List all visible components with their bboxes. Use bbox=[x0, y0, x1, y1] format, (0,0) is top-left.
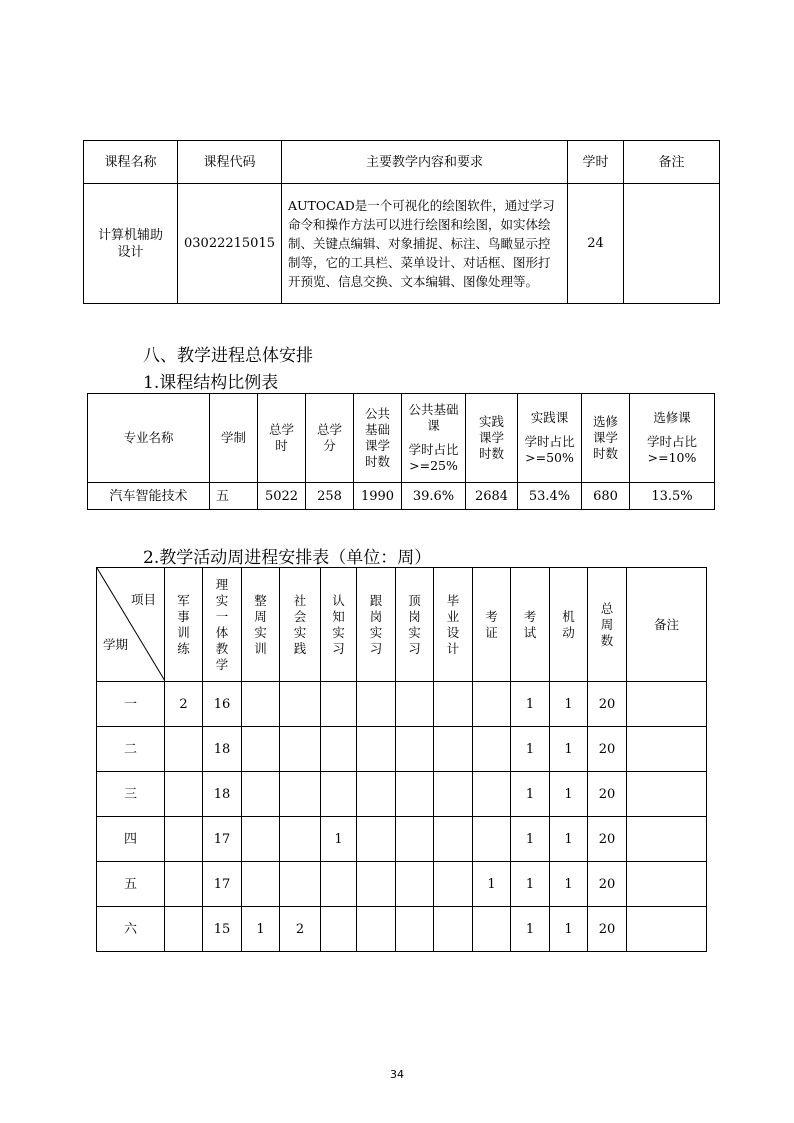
structure-table-header: 学制 bbox=[210, 394, 258, 483]
schedule-cell bbox=[165, 907, 203, 952]
structure-table-header bbox=[630, 394, 715, 483]
schedule-table-header: 认知实习 bbox=[321, 568, 357, 682]
table-row bbox=[84, 184, 720, 304]
structure-cell: 2684 bbox=[466, 483, 518, 510]
schedule-table-header: 理实一体教学 bbox=[203, 568, 242, 682]
structure-cell: 258 bbox=[306, 483, 354, 510]
schedule-cell bbox=[357, 907, 396, 952]
course-note bbox=[624, 184, 720, 304]
structure-header-line: 公共基础课 bbox=[408, 402, 459, 433]
schedule-cell bbox=[473, 727, 511, 772]
schedule-cell bbox=[242, 772, 280, 817]
schedule-table-header: 总周数 bbox=[588, 568, 627, 682]
term-label: 一 bbox=[97, 682, 165, 727]
structure-table-header bbox=[518, 394, 582, 483]
structure-cell: 39.6% bbox=[402, 483, 466, 510]
schedule-cell: 1 bbox=[550, 862, 588, 907]
schedule-corner-cell bbox=[97, 568, 165, 682]
table-row bbox=[97, 727, 707, 772]
schedule-cell bbox=[280, 817, 321, 862]
structure-cell: 53.4% bbox=[518, 483, 582, 510]
schedule-table-header: 顶岗实习 bbox=[396, 568, 434, 682]
schedule-cell: 16 bbox=[203, 682, 242, 727]
schedule-cell bbox=[434, 817, 473, 862]
term-label: 三 bbox=[97, 772, 165, 817]
structure-table-header bbox=[402, 394, 466, 483]
schedule-cell bbox=[165, 862, 203, 907]
structure-cell: 5022 bbox=[258, 483, 306, 510]
schedule-cell bbox=[357, 772, 396, 817]
table-row bbox=[97, 682, 707, 727]
schedule-cell: 20 bbox=[588, 907, 627, 952]
structure-table-header: 总学分 bbox=[306, 394, 354, 483]
schedule-cell bbox=[321, 907, 357, 952]
structure-table-header-row bbox=[88, 394, 715, 483]
schedule-cell: 1 bbox=[511, 817, 550, 862]
schedule-cell bbox=[321, 727, 357, 772]
schedule-cell bbox=[165, 817, 203, 862]
schedule-cell: 1 bbox=[473, 862, 511, 907]
schedule-cell bbox=[280, 682, 321, 727]
schedule-cell: 18 bbox=[203, 727, 242, 772]
schedule-table-header: 考试 bbox=[511, 568, 550, 682]
schedule-cell: 1 bbox=[550, 727, 588, 772]
structure-table-header: 选修课学时数 bbox=[582, 394, 630, 483]
table-row bbox=[97, 817, 707, 862]
schedule-cell bbox=[357, 682, 396, 727]
schedule-cell: 20 bbox=[588, 817, 627, 862]
course-table-header: 课程代码 bbox=[178, 141, 282, 184]
schedule-cell: 18 bbox=[203, 772, 242, 817]
schedule-cell bbox=[434, 907, 473, 952]
structure-header-sub: 学时占比>=10% bbox=[646, 434, 697, 465]
schedule-cell: 20 bbox=[588, 772, 627, 817]
schedule-cell bbox=[280, 772, 321, 817]
structure-table-header: 总学时 bbox=[258, 394, 306, 483]
schedule-cell: 1 bbox=[511, 862, 550, 907]
schedule-cell: 1 bbox=[242, 907, 280, 952]
schedule-cell bbox=[434, 682, 473, 727]
schedule-cell: 20 bbox=[588, 862, 627, 907]
course-table-header: 主要教学内容和要求 bbox=[282, 141, 568, 184]
schedule-cell bbox=[321, 682, 357, 727]
structure-table-header: 专业名称 bbox=[88, 394, 210, 483]
schedule-cell: 1 bbox=[321, 817, 357, 862]
structure-table-header: 公共基础课学时数 bbox=[354, 394, 402, 483]
schedule-cell bbox=[627, 727, 707, 772]
schedule-cell bbox=[396, 817, 434, 862]
schedule-cell bbox=[473, 772, 511, 817]
schedule-cell bbox=[627, 682, 707, 727]
structure-cell: 13.5% bbox=[630, 483, 715, 510]
course-name: 计算机辅助设计 bbox=[84, 184, 178, 304]
schedule-table-header: 社会实践 bbox=[280, 568, 321, 682]
schedule-cell: 1 bbox=[511, 682, 550, 727]
schedule-cell bbox=[434, 862, 473, 907]
term-label: 二 bbox=[97, 727, 165, 772]
structure-header-line: 实践课 bbox=[530, 410, 569, 425]
schedule-table-header: 跟岗实习 bbox=[357, 568, 396, 682]
schedule-cell bbox=[434, 727, 473, 772]
schedule-cell: 2 bbox=[165, 682, 203, 727]
schedule-table-body bbox=[97, 682, 707, 952]
schedule-table-header: 军事训练 bbox=[165, 568, 203, 682]
schedule-cell bbox=[321, 772, 357, 817]
structure-table-header: 实践课学时数 bbox=[466, 394, 518, 483]
schedule-cell bbox=[627, 772, 707, 817]
schedule-table-header: 备注 bbox=[627, 568, 707, 682]
schedule-cell bbox=[357, 862, 396, 907]
structure-header-line: 选修课 bbox=[653, 410, 691, 425]
schedule-cell bbox=[280, 862, 321, 907]
term-label: 四 bbox=[97, 817, 165, 862]
table-row bbox=[88, 483, 715, 510]
schedule-cell: 1 bbox=[511, 907, 550, 952]
table-row bbox=[97, 907, 707, 952]
course-code: 03022215015 bbox=[178, 184, 282, 304]
schedule-cell bbox=[396, 862, 434, 907]
table-row bbox=[97, 772, 707, 817]
schedule-cell bbox=[434, 772, 473, 817]
page-number: 34 bbox=[390, 1068, 404, 1081]
schedule-cell: 1 bbox=[550, 772, 588, 817]
schedule-cell bbox=[280, 727, 321, 772]
course-table bbox=[83, 140, 720, 304]
schedule-table-header: 整周实训 bbox=[242, 568, 280, 682]
schedule-cell bbox=[396, 907, 434, 952]
schedule-cell bbox=[242, 862, 280, 907]
schedule-cell: 1 bbox=[550, 817, 588, 862]
structure-cell: 汽车智能技术 bbox=[88, 483, 210, 510]
schedule-cell: 1 bbox=[550, 682, 588, 727]
corner-label-term: 学期 bbox=[103, 637, 129, 652]
corner-label-item: 项目 bbox=[130, 592, 156, 607]
structure-header-sub: 学时占比>=25% bbox=[408, 442, 459, 473]
schedule-cell bbox=[357, 727, 396, 772]
schedule-cell bbox=[242, 682, 280, 727]
schedule-cell bbox=[242, 817, 280, 862]
schedule-table bbox=[96, 567, 707, 952]
course-table-header: 课程名称 bbox=[84, 141, 178, 184]
schedule-cell bbox=[473, 682, 511, 727]
structure-cell: 五 bbox=[210, 483, 258, 510]
structure-header-sub: 学时占比>=50% bbox=[524, 434, 575, 465]
schedule-cell: 17 bbox=[203, 817, 242, 862]
schedule-cell bbox=[396, 727, 434, 772]
course-content: AUTOCAD是一个可视化的绘图软件，通过学习命令和操作方法可以进行绘图和绘图，如实体绘制、关键点编辑、对象捕捉、标注、鸟瞰显示控制等，它的工具栏、菜单设计、对话框、图形打开预览、信息交换、文本编辑、图像处理等。 bbox=[282, 184, 568, 304]
course-table-header: 备注 bbox=[624, 141, 720, 184]
schedule-cell bbox=[473, 817, 511, 862]
schedule-cell: 15 bbox=[203, 907, 242, 952]
schedule-heading: 2.教学活动周进程安排表（单位：周） bbox=[143, 548, 432, 568]
schedule-cell bbox=[396, 772, 434, 817]
schedule-table-header-row bbox=[97, 568, 707, 682]
schedule-cell bbox=[396, 682, 434, 727]
schedule-cell bbox=[165, 772, 203, 817]
schedule-cell bbox=[242, 727, 280, 772]
course-hours: 24 bbox=[568, 184, 624, 304]
schedule-cell: 2 bbox=[280, 907, 321, 952]
schedule-cell: 17 bbox=[203, 862, 242, 907]
schedule-table-header: 机动 bbox=[550, 568, 588, 682]
diagonal-line bbox=[97, 568, 165, 681]
structure-cell: 680 bbox=[582, 483, 630, 510]
schedule-cell bbox=[627, 862, 707, 907]
schedule-table-header: 毕业设计 bbox=[434, 568, 473, 682]
structure-table bbox=[87, 393, 715, 510]
schedule-cell bbox=[321, 862, 357, 907]
section-heading: 八、教学进程总体安排 bbox=[143, 346, 313, 366]
schedule-cell: 1 bbox=[511, 727, 550, 772]
schedule-cell bbox=[627, 817, 707, 862]
schedule-cell bbox=[627, 907, 707, 952]
course-table-header: 学时 bbox=[568, 141, 624, 184]
schedule-cell bbox=[357, 817, 396, 862]
term-label: 六 bbox=[97, 907, 165, 952]
schedule-cell bbox=[165, 727, 203, 772]
schedule-cell: 1 bbox=[550, 907, 588, 952]
schedule-cell: 1 bbox=[511, 772, 550, 817]
schedule-cell: 20 bbox=[588, 727, 627, 772]
structure-cell: 1990 bbox=[354, 483, 402, 510]
term-label: 五 bbox=[97, 862, 165, 907]
table-row bbox=[97, 862, 707, 907]
structure-heading: 1.课程结构比例表 bbox=[143, 373, 279, 393]
schedule-cell: 20 bbox=[588, 682, 627, 727]
schedule-table-header: 考证 bbox=[473, 568, 511, 682]
schedule-cell bbox=[473, 907, 511, 952]
course-table-header-row bbox=[84, 141, 720, 184]
